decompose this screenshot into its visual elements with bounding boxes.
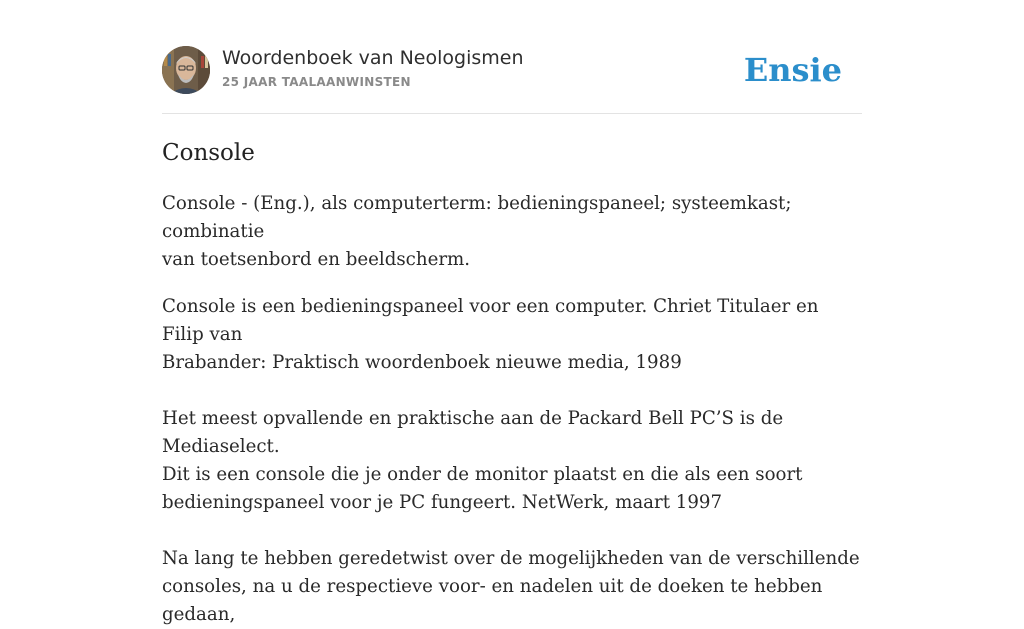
definition-line: Console - (Eng.), als computerterm: bedieningspaneel; systeemkast; combinatie bbox=[162, 193, 792, 242]
blog-title[interactable]: Woordenboek van Neologismen bbox=[222, 47, 524, 69]
quote-paragraph bbox=[162, 293, 862, 377]
quote-paragraph bbox=[162, 545, 862, 629]
quote-line: Na lang te hebben geredetwist over de mogelijkheden van de verschillende bbox=[162, 548, 860, 569]
post-title: Console bbox=[162, 140, 255, 166]
quote-line: Console is een bedieningspaneel voor een computer. Chriet Titulaer en Filip van bbox=[162, 296, 819, 345]
blog-subtitle: 25 JAAR TAALAANWINSTEN bbox=[222, 75, 411, 89]
author-avatar[interactable] bbox=[162, 46, 210, 94]
quote-line: bedieningspaneel voor je PC fungeert. NetWerk, maart 1997 bbox=[162, 492, 723, 513]
definition-paragraph bbox=[162, 190, 862, 274]
blog-header bbox=[162, 46, 862, 96]
ensie-logo-link[interactable]: Ensie bbox=[743, 51, 842, 89]
quote-paragraph bbox=[162, 405, 862, 517]
quote-line: Dit is een console die je onder de monitor plaatst en die als een soort bbox=[162, 464, 803, 485]
header-divider bbox=[162, 113, 862, 114]
quote-line: Het meest opvallende en praktische aan de Packard Bell PC’S is de Mediaselect. bbox=[162, 408, 784, 457]
spacer bbox=[162, 517, 862, 545]
post-body bbox=[162, 190, 862, 629]
page bbox=[162, 0, 862, 625]
quote-line: Brabander: Praktisch woordenboek nieuwe media, 1989 bbox=[162, 352, 682, 373]
spacer bbox=[162, 377, 862, 405]
definition-line: van toetsenbord en beeldscherm. bbox=[162, 249, 471, 270]
quote-line: consoles, na u de respectieve voor- en nadelen uit de doeken te hebben gedaan, bbox=[162, 576, 823, 625]
